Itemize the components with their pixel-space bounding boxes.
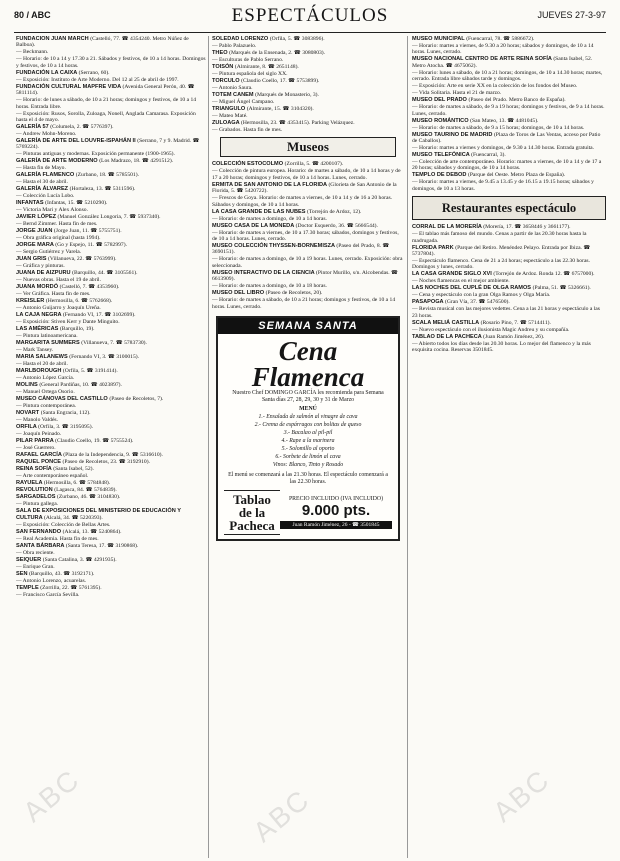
listing-entry: — Horario: de martes a sábado, de 9 a 19 horas; domingos y festivos, de 9 a 14 horas. Lunes, cerrado.: [412, 104, 605, 117]
menu-item: 3.- Bacalao al pil-pil: [283, 430, 333, 437]
listing-entry: — Horario: de 10 a 14 y 17.30 a 21. Sábados y festivos, de 10 a 14 horas. Domingos y festivos, de 10 a 14 horas.: [16, 56, 206, 69]
listing-entry: — Ver Gráfica. Hasta fin de mes.: [16, 291, 91, 298]
listing-entry: — Esculturas de Pablo Serrano.: [212, 57, 284, 63]
listing-entry: — Arte contemporáneo español.: [16, 473, 89, 480]
listing-entry: — Exposición: Arte en serie XX en la colección de los fondos del Museo.: [412, 83, 578, 90]
listing-entry: — Manuel Ortega Osorio.: [16, 389, 75, 396]
listing-entry: — Obra gráfica original (hasta 1994).: [16, 235, 101, 242]
listing-entry: MUSEO TELEFÓNICA (Fuencarral, 3).: [412, 152, 506, 159]
menu-item: 1.- Ensalada de salmón al vinagre de cava: [258, 414, 358, 421]
ad-title-cena: Cena: [278, 336, 338, 367]
listing-entry: — Obra reciente.: [16, 549, 55, 556]
cena-flamenca-ad: [216, 316, 400, 541]
listing-entry: JUANA MORDÓ (Castelló, 7. ☎ 4353960).: [16, 284, 120, 291]
menu-item: 5.- Solomillo al oporto: [281, 446, 335, 453]
restaurantes-heading: Restaurantes espectáculo: [412, 196, 606, 220]
listing-entry: JUANA DE AIZPURU (Barquillo, 44. ☎ 3105561).: [16, 270, 138, 277]
listing-entry: — Pinturas antiguas y modernas. Exposición permanente (1900-1965).: [16, 151, 175, 158]
listing-entry: — Antonio Guijarro y Joaquín Ureña.: [16, 305, 101, 312]
listing-entry: PILAR PARRA (Claudio Coello, 19. ☎ 5755524).: [16, 438, 134, 445]
ad-menu-list: [218, 413, 398, 469]
listing-entry: COLECCIÓN ESTOCOLMO (Zorrilla, 5. ☎ 4200107).: [212, 161, 344, 168]
listing-entry: SARGADELOS (Zurbano, 46. ☎ 3104830).: [16, 494, 121, 501]
issue-date: JUEVES 27-3-97: [537, 10, 606, 20]
page-number: 80 / ABC: [14, 10, 51, 20]
menu-item: 6.- Sorbete de limón al cava: [275, 454, 341, 461]
listing-entry: JORGE MARA (Go y Espejo, 11. ☎ 5782997).: [16, 242, 127, 249]
listing-entry: — Antonio Lorenzo, acuarelas.: [16, 577, 87, 584]
listing-entry: — Noches flamencas en el mejor ambiente.: [412, 278, 510, 285]
menu-item: 4.- Rape a la marinera: [281, 438, 335, 445]
galleries-continued: [212, 36, 404, 133]
listing-entry: — Colección Lucía Lobo.: [16, 193, 75, 200]
listing-entry: — Gráfica y pinturas.: [16, 263, 65, 270]
listing-entry: GALERÍA ÁLVAREZ (Hortaleza, 13. ☎ 5311596).: [16, 186, 136, 193]
page-header: [14, 4, 606, 33]
listing-entry: MUSEO NACIONAL CENTRO DE ARTE REINA SOFÍA (Santa Isabel, 52. Metro Atocha. ☎ 4675062).: [412, 56, 593, 69]
listing-entry: SCALA MELIÁ CASTILLA (Rosario Pino, 7. ☎ 5714411).: [412, 319, 551, 326]
listing-entry: LAS NOCHES DEL CUPLÉ DE OLGA RAMOS (Palma, 51. ☎ 5326661).: [412, 285, 591, 292]
listing-entry: — Enrique Gran.: [16, 563, 55, 570]
listing-entry: NOVART (Santa Engracia, 112).: [16, 410, 91, 417]
listing-entry: — Exposición: Rusos, Sorolla, Zuloaga, Nonell, Anglada Camarasa. Exposición hasta el 4 de mayo.: [16, 110, 196, 124]
watermark-logo: ABC: [17, 763, 86, 828]
ad-band: SEMANA SANTA: [218, 318, 398, 334]
listing-entry: — Exposición: Instituto de Arte Moderno. Del 12 al 25 de abril de 1997.: [16, 76, 179, 83]
listing-entry: — Real Academia. Hasta fin de mes.: [16, 535, 99, 542]
listing-entry: MUSEO CÁNOVAS DEL CASTILLO (Paseo de Recoletos, 7).: [16, 396, 164, 403]
listing-entry: — Horario: martes a viernes, de 9.45 a 13.45 y de 16.15 a 19.15 horas; sábados y domingos, de 10 a 13 horas.: [412, 179, 594, 192]
section-title: ESPECTÁCULOS: [231, 5, 389, 26]
listing-entry: CORRAL DE LA MORERÍA (Morería, 17. ☎ 3658446 y 3661177).: [412, 224, 571, 231]
listing-entry: TEMPLE (Zorrilla, 22. ☎ 5761395).: [16, 584, 102, 591]
listing-entry: — Nuevas obras. Hasta el 19 de abril.: [16, 277, 101, 284]
listing-entry: MUSEO DEL PRADO (Paseo del Prado. Metro Banco de España).: [412, 97, 566, 104]
listing-entry: RAYUELA (Hermosilla, 6. ☎ 5784848).: [16, 480, 111, 487]
listing-entry: — Pintura española del siglo XX.: [212, 71, 288, 77]
listing-entry: — Bernd Zimmer. Hasta fin de mes.: [16, 221, 98, 228]
listing-entry: ERMITA DE SAN ANTONIO DE LA FLORIDA (Glorieta de San Antonio de la Florida, 5. ☎ 5420722).: [212, 181, 397, 195]
listing-entry: LA CASA GRANDE DE LAS NUBES (Torrejón de Ardoz, 12).: [212, 208, 362, 215]
listing-entry: TRIANGULO (Almirante, 15. ☎ 3104320).: [212, 106, 314, 112]
watermark-logo: ABC: [247, 783, 316, 848]
listing-entry: — Andrew Mohn-Moreno.: [16, 131, 77, 138]
listing-entry: RAFAEL GARCÍA (Plaza de la Independencia, 9. ☎ 5316610).: [16, 452, 163, 459]
listing-entry: — Horario: de martes a domingo, de 10 a 14 horas.: [212, 215, 327, 222]
listing-entry: — Colección de pintura europea. Horario: de martes a sábado, de 10 a 14 horas y de 17 a 20 horas; domingos y festivos, de 10 a 14 horas. Lunes, cerrado.: [212, 168, 401, 181]
listing-entry: JUAN GRIS (Villanueva, 22. ☎ 5763999).: [16, 256, 117, 263]
listing-entry: MUSEO TAURINO DE MADRID (Plaza de Toros de Las Ventas, acceso por Patio de Caballos).: [412, 131, 601, 145]
column-galleries-museos: [212, 36, 404, 858]
listing-entry: — Horario: de martes a domingo, de 10 a 19 horas. Lunes, cerrado. Exposición: obra seleccionada.: [212, 256, 403, 269]
listing-entry: — Pintura contemporánea.: [16, 403, 77, 410]
logo-line: Pacheca: [229, 518, 275, 534]
listing-entry: MUSEO CASA DE LA MONEDA (Doctor Esquerdo, 36. ☎ 5666544).: [212, 222, 378, 229]
logo-line: de la: [238, 505, 266, 521]
listing-entry: — José Guerrero.: [16, 445, 56, 452]
listing-entry: SOLEDAD LORENZO (Orfila, 5. ☎ 3083896).: [212, 36, 325, 42]
listing-entry: — Miguel Ángel Campano.: [212, 99, 275, 105]
listing-entry: GALERÍA 57 (Columela, 2. ☎ 5776397).: [16, 124, 114, 131]
listing-entry: SALA DE EXPOSICIONES DEL MINISTERIO DE EDUCACIÓN Y CULTURA (Alcalá, 34. ☎ 5220393).: [16, 508, 181, 521]
listing-entry: — Mateo Maté.: [212, 113, 248, 119]
listing-entry: — Colección de arte contemporáneo. Horario: martes a viernes, de 10 a 14 y de 17 a 20 horas; sábados y domingos, de 10 a 14 horas.: [412, 159, 602, 172]
listing-entry: MUSEO DEL LIBRO (Paseo de Recoletos, 20).: [212, 290, 323, 297]
museos-list: [212, 161, 404, 310]
listing-entry: — Pintura latinoamericana.: [16, 333, 78, 340]
listing-entry: — Horario: de martes a sábado, de 10 a 21 horas; domingos y festivos, de 10 a 14 horas. Lunes, cerrado.: [212, 297, 396, 310]
listing-entry: — Victoria Mari y Alex Alonso.: [16, 207, 88, 214]
listing-entry: — Pintura gallega.: [16, 501, 59, 508]
listing-entry: — Sergio Gutiérrez y Varela.: [16, 249, 82, 256]
listing-entry: — Antonio Saura.: [212, 85, 253, 91]
listing-entry: FUNDACIÓN CULTURAL MAPFRE VIDA (Avenida General Perón, 40. ☎ 5811114).: [16, 83, 195, 97]
listing-entry: — Pablo Palazuelo.: [212, 43, 257, 49]
column-divider: [407, 36, 408, 858]
listing-entry: GALERÍA DE ARTE MODERNO (Los Madrazo, 18. ☎ 4291512).: [16, 158, 174, 165]
listing-entry: — Hasta el 20 de abril.: [16, 361, 68, 368]
listing-entry: INFANTAS (Infantas, 15. ☎ 5210290).: [16, 200, 108, 207]
listing-entry: JORGE JUAN (Jorge Juan, 11. ☎ 5755751).: [16, 228, 122, 235]
listing-entry: REINA SOFÍA (Santa Isabel, 52).: [16, 466, 94, 473]
listing-entry: TORCULO (Claudio Coello, 17. ☎ 5753899).: [212, 78, 320, 84]
listing-entry: MARLBOROUGH (Orfila, 5. ☎ 3191414).: [16, 368, 118, 375]
listing-entry: — Francisco García Sevilla.: [16, 591, 80, 598]
listing-entry: — Vida Solitaria. Hasta el 21 de marzo.: [412, 90, 502, 97]
listing-entry: — Mark Tansey.: [16, 347, 54, 354]
listing-entry: MUSEO COLECCIÓN THYSSEN-BORNEMISZA (Paseo del Prado, 8. ☎ 3690151).: [212, 243, 390, 256]
listing-entry: — Revista musical con las mejores vedettes. Cena a las 21 horas y espectáculo a las 23 horas.: [412, 306, 600, 319]
listing-entry: — Beckmann.: [16, 49, 49, 56]
ad-address: Juan Ramón Jiménez, 26 - ☎ 3501845: [280, 521, 392, 530]
listing-entry: TOTEM CANEM (Marqués de Monasterio, 3).: [212, 92, 319, 98]
listing-entry: — El tablao más famoso del mundo. Cenas a partir de las 20.30 horas hasta la madrugada.: [412, 231, 587, 244]
listing-entry: — Horario: lunes a sábado, de 10 a 21 horas; domingos, de 10 a 14.30 horas; martes, cerrado. Entrada libre sábados tarde y domingos.: [412, 69, 603, 83]
listing-entry: ORFILA (Orfila, 3. ☎ 3195095).: [16, 424, 93, 431]
listing-entry: — Grabados. Hasta fin de mes.: [212, 127, 283, 133]
listing-entry: THEO (Marqués de la Ensenada, 2. ☎ 3080803).: [212, 50, 326, 56]
column-divider: [208, 36, 209, 858]
listing-entry: MARIA SALANEWS (Fernando VI, 3. ☎ 3100015).: [16, 354, 140, 361]
listing-entry: TOISÓN (Almirante, 8. ☎ 2651148).: [212, 64, 299, 70]
listing-entry: SEIQUER (Santa Catalina, 3. ☎ 4291935).: [16, 556, 117, 563]
listing-entry: — Horario: de lunes a sábado, de 10 a 21 horas; domingos y festivos, de 10 a 14 horas. Entrada libre.: [16, 97, 197, 110]
listing-entry: GALERÍA DE ARTE DEL LOUVRE-ISPAHÁN II (Serrano, 7 y 9. Madrid. ☎ 5769224).: [16, 138, 200, 151]
listing-entry: LAS AMÉRICAS (Barquillo, 19).: [16, 326, 95, 333]
price-box: [280, 496, 392, 530]
listing-entry: SANTA BÁRBARA (Santa Teresa, 17. ☎ 3190868).: [16, 542, 139, 549]
price-value: 9.000 pts.: [301, 501, 371, 519]
listing-entry: RAQUEL PONCE (Paseo de Recoletos, 23. ☎ 3192910).: [16, 459, 150, 466]
listing-entry: LA CASA GRANDE SIGLO XVI (Torrejón de Ardoz. Ronda 12. ☎ 6757000).: [412, 271, 595, 278]
listing-entry: FUNDACIÓN JUAN MARCH (Castelló, 77. ☎ 4354240. Metro Núñez de Balboa).: [16, 36, 189, 49]
ad-note: El menú se comenzará a las 21.30 horas. El espectáculo comenzará a las 22.30 horas.: [228, 472, 388, 486]
column-museos-restaurantes: [412, 36, 606, 858]
listing-entry: — Nuevo espectáculo con el ilusionista Magic Andreu y su compañía.: [412, 326, 570, 333]
listing-entry: MUSEO ROMÁNTICO (San Mateo, 13. ☎ 4481045).: [412, 117, 539, 124]
listing-entry: — Hasta fin de Mayo.: [16, 165, 66, 172]
listing-entry: — Exposición: Stiven Kerr y Dante Minguito.: [16, 319, 120, 326]
listing-entry: — Cena y espectáculo con la gran Olga Ramos y Olga María.: [412, 292, 551, 299]
listing-entry: — Frescos de Goya. Horario: de martes a viernes, de 10 a 14 y de 16 a 20 horas. Sábados y domingos, de 10 a 14 horas.: [212, 195, 393, 208]
tablao-logo: [224, 490, 280, 535]
listing-entry: — Espectáculo flamenco. Cena de 21 a 24 horas; espectáculo a las 22.30 horas. Domingos y lunes, cerrado.: [412, 258, 591, 271]
listing-entry: TABLAO DE LA PACHECA (Juan Ramón Jiménez, 26).: [412, 333, 545, 340]
ad-intro: Nuestro Chef DOMINGO GARCÍA les recomienda para Semana Santa días 27, 28, 29, 30 y 31 de Marzo: [232, 390, 384, 404]
listing-entry: — Horario: de martes a viernes, de 10 a 17.30 horas; sábados, domingos y festivos, de 10 a 14 horas. Lunes, cerrado.: [212, 229, 399, 243]
listing-entry: REVOLUTION (Lagasca, 84. ☎ 5764839).: [16, 487, 117, 494]
listing-entry: — Horario: martes a viernes y domingos, de 9.30 a 14.30 horas. Entrada gratuita.: [412, 145, 595, 152]
listing-entry: — Abierto todos los días desde las 20.30 horas. Lo mejor del flamenco y la más exquisita cocina. Reservas 3501845.: [412, 340, 591, 354]
restaurantes-list: [412, 224, 606, 353]
listing-entry: TEMPLO DE DEBOD (Parque del Oeste. Metro Plaza de España).: [412, 172, 566, 179]
listing-entry: MUSEO MUNICIPAL (Fuencarral, 78. ☎ 5886672).: [412, 36, 535, 42]
listing-entry: MARGARITA SUMMERS (Villanueva, 7. ☎ 5783730).: [16, 340, 147, 347]
watermark-logo: ABC: [487, 763, 556, 828]
listing-entry: MOLINS (General Pardiñas, 10. ☎ 4023897).: [16, 382, 122, 389]
listing-entry: SEN (Barquillo, 43. ☎ 3192171).: [16, 570, 95, 577]
listing-entry: — Horario: de martes a sábado, de 9 a 15 horas; domingos, de 10 a 14 horas.: [412, 124, 585, 131]
museos-continued: [412, 36, 606, 192]
listing-entry: ZULOAGA (Hermosilla, 23. ☎ 4353415). Parking Velázquez.: [212, 120, 355, 126]
listing-entry: — Exposición: Colección de Bellas Artes.: [16, 521, 111, 528]
listing-entry: — Horario: martes a viernes, de 9.30 a 20 horas; sábados y domingos, de 10 a 14 horas. Lunes, cerrado.: [412, 43, 594, 56]
listing-entry: PASAPOGA (Gran Vía, 37. ☎ 5476500).: [412, 299, 510, 306]
menu-item: Vinos: Blanco, Tinto y Rosado: [272, 462, 344, 469]
listing-entry: GALERÍA FLAMENCO (Zurbano, 18. ☎ 5785501).: [16, 172, 139, 179]
listing-entry: — Joaquín Peinado.: [16, 431, 62, 438]
listing-entry: KREISLER (Hermosilla, 6. ☎ 5762668).: [16, 298, 113, 305]
ad-menu-heading: MENÚ: [299, 406, 317, 413]
listing-entry: FUNDACIÓN LA CAIXA (Serrano, 60).: [16, 69, 110, 76]
listing-entry: — Manolo Valdés.: [16, 417, 59, 424]
listing-entry: — Horario: de martes a domingo, de 10 a 18 horas.: [212, 283, 327, 290]
listing-entry: SAN FERNANDO (Alcalá, 13. ☎ 5240864).: [16, 528, 122, 535]
listing-entry: JAVIER LÓPEZ (Manuel González Longoria, 7. ☎ 5937340).: [16, 214, 161, 221]
price-label: PRECIO INCLUIDO (IVA INCLUIDO): [288, 495, 384, 502]
listing-entry: MUSEO INTERACTIVO DE LA CIENCIA (Pintor Murillo, s/n. Alcobendas. ☎ 6613909).: [212, 269, 399, 283]
listing-entry: — Antonio López García.: [16, 375, 75, 382]
listing-entry: LA CAJA NEGRA (Fernando VI, 17. ☎ 3102699).: [16, 312, 136, 319]
menu-item: 2.- Crema de espárragos con bolitas de queso: [254, 422, 362, 429]
ad-title-flamenca: Flamenca: [251, 362, 365, 393]
column-galleries: [16, 36, 206, 858]
logo-line: Tablao: [233, 492, 271, 508]
museos-heading: Museos: [220, 137, 396, 157]
listing-entry: — Hasta el 30 de abril.: [16, 179, 68, 186]
listing-entry: FLORIDA PARK (Parque del Retiro. Menéndez Pelayo. Entrada por Ibiza. ☎ 5737804).: [412, 244, 591, 258]
